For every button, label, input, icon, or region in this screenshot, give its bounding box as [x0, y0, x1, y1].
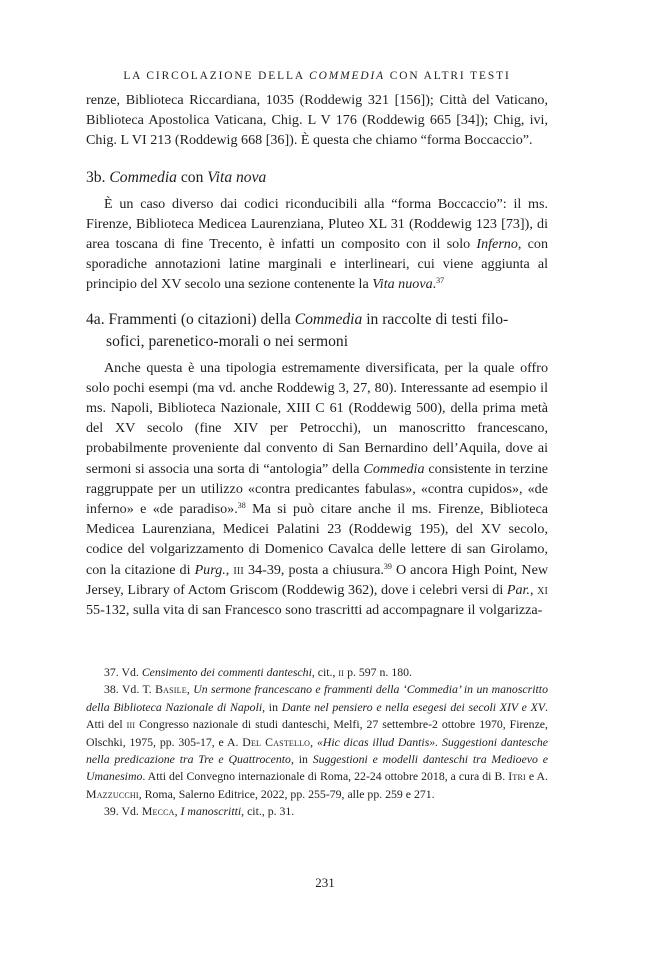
- section-heading-3b: 3b. Commedia con Vita nova: [86, 168, 267, 186]
- footnote-ref-38[interactable]: 38: [237, 501, 246, 511]
- footnote-ref-39[interactable]: 39: [383, 561, 392, 571]
- footnote-38: 38. Vd. T. Basile, Un sermone francescano e frammenti della ‘Commedia’ in un manoscritto della Biblioteca Nazionale di Napoli, in Dante nel pensiero e nella esegesi dei secoli XIV e XV. Atti del iii Congresso nazionale di studi danteschi, Melfi, 27 settembre-2 ottobre 1970, Firenze, Olschki, 1975, pp. 305-17, e A. Del Castello, «Hic dicas illud Dantis». Suggestioni dantesche nella predicazione tra Tre e Quattrocento, in Suggestioni e modelli danteschi tra Medioevo e Umanesimo. Atti del Convegno internazionale di Roma, 22-24 ottobre 2018, a cura di B. Itri e A. Mazzucchi, Roma, Salerno Editrice, 2022, pp. 255-79, alle pp. 259 e 271.: [86, 682, 548, 801]
- main-text: [86, 90, 548, 620]
- footnote-39: 39. Vd. Mecca, I manoscritti, cit., p. 31.: [104, 804, 295, 819]
- paragraph-4a: Anche questa è una tipologia estremamente diversificata, per la quale offro solo pochi esempi (ma vd. anche Roddewig 3, 27, 80). Interessante ad esempio il ms. Napoli, Biblioteca Nazionale, XIII C 61 (Roddewig 500), della prima metà del XV secolo (fine XIV per Petrocchi), un manoscritto francescano, probabilmente proveniente dal convento di San Bernardino dell’Aquila, dove ai sermoni si associa una sorta di “antologia” della Commedia consistente in terzine raggruppate per un utilizzo «contra predicantes fabulas», «contra cupidos», «de inferno» e «de paradiso».$^{38}$ Ma si può citare anche il ms. Firenze, Biblioteca Medicea Laurenziana, Medicei Palatini 23 (Roddewig 195), del XV secolo, codice del volgarizzamento di Domenico Cavalca delle lettere di san Girolamo, con la citazione di Purg., iii 34-39, posta a chiusura.$^{39}$ O ancora High Point, New Jersey, Library of Actom Griscom (Roddewig 362), dove i celebri versi di Par., xi 55-132, sulla vita di san Francesco sono trascritti ad accompagnare il volgarizza-: [86, 359, 549, 619]
- section-heading-4a: 4a. Frammenti (o citazioni) della Commedia in raccolte di testi filo- sofici, parenetico-morali o nei sermoni: [86, 310, 509, 350]
- footnote-37: 37. Vd. Censimento dei commenti danteschi, cit., ii p. 597 n. 180.: [104, 665, 412, 679]
- running-head: LA CIRCOLAZIONE DELLA COMMEDIA CON ALTRI TESTI: [123, 70, 511, 82]
- page-body: [86, 58, 548, 620]
- paragraph-3b: È un caso diverso dai codici riconducibili alla “forma Boccaccio”: il ms. Firenze, Biblioteca Medicea Laurenziana, Pluteo XL 31 (Roddewig 123 [73]), di area toscana di fine Trecento, è infatti un composito con il solo Inferno, con sporadiche annotazioni latine marginali e interlineari, cui viene aggiunta al principio del XV secolo una sezione contenente la Vita nuova.$^{37}$: [86, 195, 548, 293]
- page-number: 231: [315, 875, 335, 890]
- footnote-ref-37[interactable]: 37: [436, 276, 445, 286]
- paragraph-continuation: renze, Biblioteca Riccardiana, 1035 (Roddewig 321 [156]); Città del Vaticano, Biblioteca Apostolica Vaticana, Chig. L V 176 (Roddewig 665 [34]); Chig, ivi, Chig. L VI 213 (Roddewig 668 [36]). È questa che chiamo “forma Boccaccio”.: [86, 92, 548, 149]
- footnotes: [86, 664, 548, 821]
